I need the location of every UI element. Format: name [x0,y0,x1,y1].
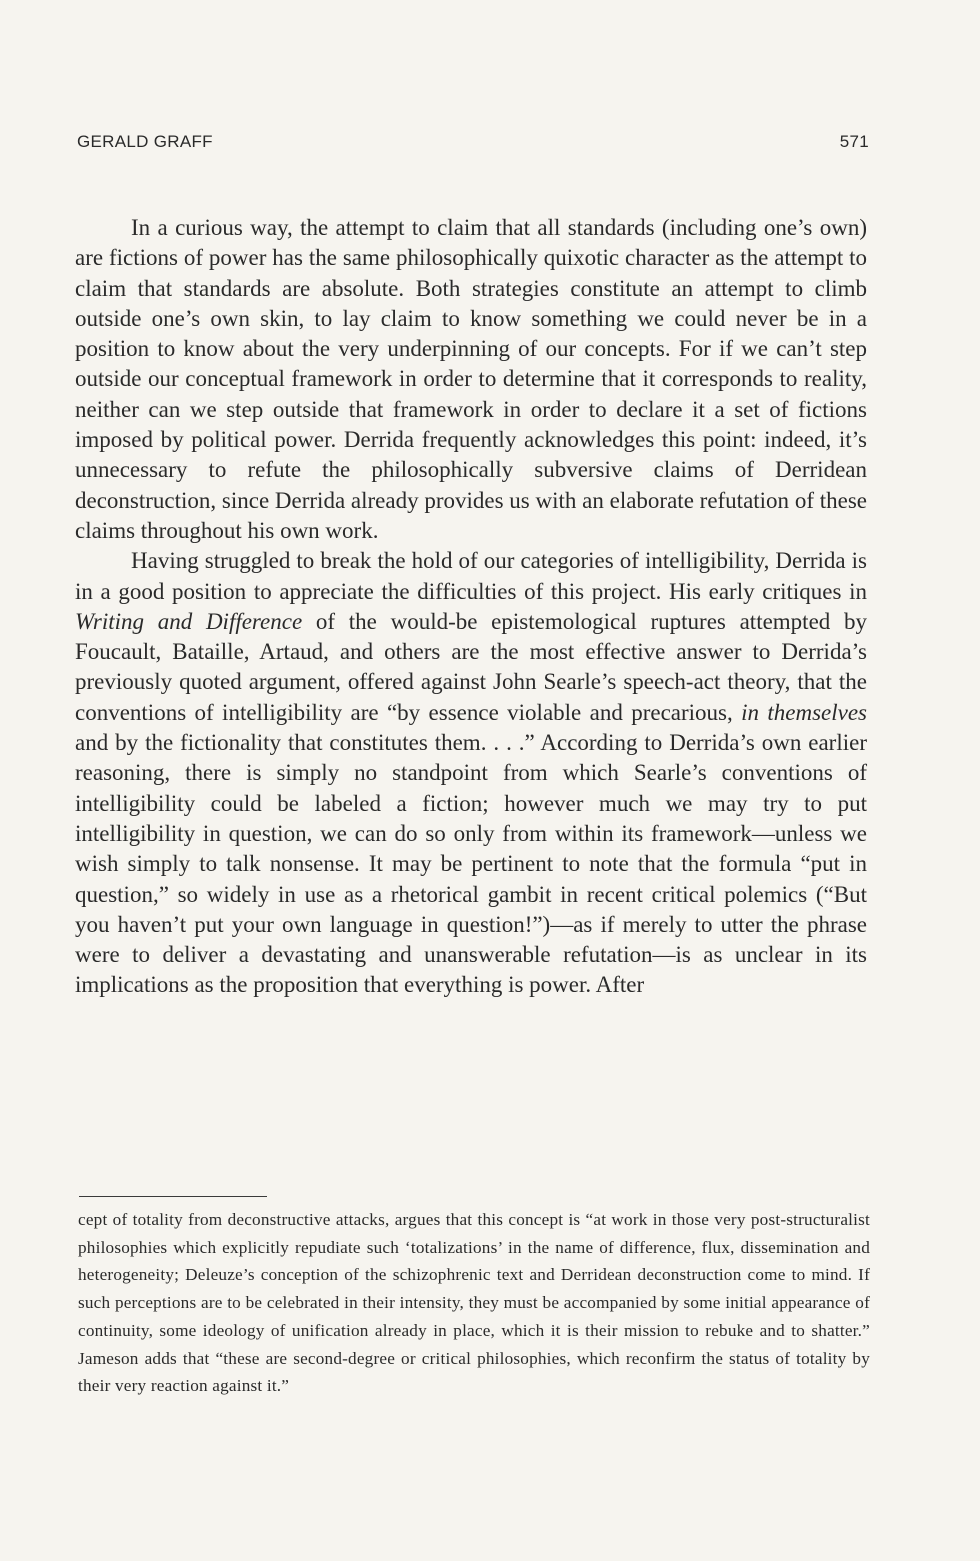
footnote-separator [79,1196,267,1197]
footnote: cept of totality from deconstructive attacks, argues that this concept is “at work in those very post-structuralist philosophies which explicitly repudiate such ‘totalizations’ in the name of difference, flux, dissemination and heterogeneity; Deleuze’s conception of the schizophrenic text and Derridean deconstruction come to mind. If such perceptions are to be celebrated in their intensity, they must be accompanied by some initial appearance of continuity, some ideology of unification already in place, which it is their mission to rebuke and to shatter.” Jameson adds that “these are second-degree or critical philosophies, which reconfirm the status of totality by their very reaction against it.” [78,1210,870,1396]
text-run: and by the fictionality that constitutes them. . . .” According to Derrida’s own earlier reasoning, there is simply no standpoint from which Searle’s conventions of intelligibility could be labeled a fiction; however much we may try to put intelligibility in question, we can do so only from within its framework—unless we wish simply to talk nonsense. It may be pertinent to note that the formula “put in question,” so widely in use as a rhetorical gambit in recent critical polemics (“But you haven’t put your own language in question!”)—as if merely to utter the phrase were to deliver a devastating and unanswerable refutation—is as unclear in its implications as the proposition that everything is power. After [75,730,867,998]
running-head [77,132,869,156]
text-run: In a curious way, the attempt to claim that all standards (including one’s own) are fictions of power has the same philosophically quixotic character as the attempt to claim that standards are absolute. Both strategies constitute an attempt to climb outside one’s own skin, to lay claim to know something we could never be in a position to know about the very underpinning of our concepts. For if we can’t step outside our conceptual framework in order to determine that it corresponds to reality, neither can we step outside that framework in order to declare it a set of fictions imposed by political power. Derrida frequently acknowledges this point: indeed, it’s unnecessary to refute the philosophically subversive claims of Derridean deconstruction, since Derrida already provides us with an elaborate refutation of these claims throughout his own work. [75,215,867,543]
page-number: 571 [839,132,869,151]
paragraph [75,546,867,1000]
running-head-author: GERALD GRAFF [77,132,213,151]
italic-title: Writing and Difference [75,608,303,634]
text-run: Having struggled to break the hold of our categories of intelligibility, Derrida is in a good position to appreciate the difficulties of this project. His early critiques in [75,548,867,604]
body-text [75,213,867,1001]
text-run: of the would-be epistemological ruptures attempted by Foucault, Bataille, Artaud, and others are the most effective answer to Derrida’s previously quoted argument, offered against John Searle’s speech-act theory, that the conventions of intelligibility are “by essence violable and precarious, [75,608,867,725]
italic-emphasis: in themselves [741,699,867,725]
paragraph [75,213,867,546]
